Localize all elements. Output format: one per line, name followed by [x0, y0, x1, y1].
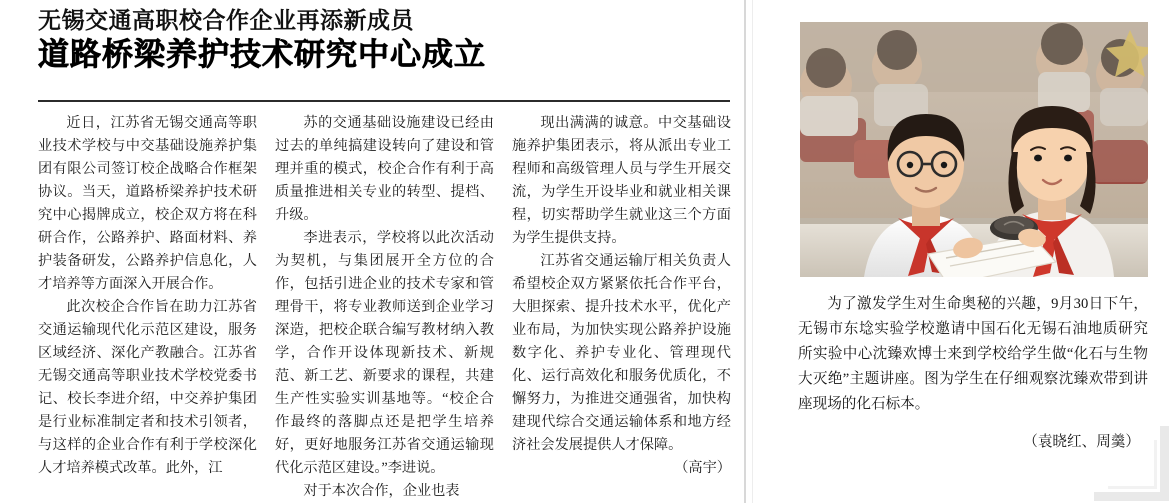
paragraph: 此次校企合作旨在助力江苏省交通运输现代化示范区建设，服务区域经济、深化产教融合。江苏省无锡交通高等职业技术学校党委书记、校长李进介绍，中交养护集团是行业标准制定者和技术引领者，与这样的企业合作有利于学校深化人才培养模式改革。此外，江 [38, 299, 257, 476]
paragraph: 现出满满的诚意。中交基础设施养护集团表示，将从派出专业工程师和高级管理人员与学生开展交流，为学生开设毕业和就业相关课程，切实帮助学生就业这三个方面为学生提供支持。 [512, 115, 731, 246]
article-columns [38, 112, 732, 503]
paragraph: 对于本次合作，企业也表 [303, 483, 460, 499]
paragraph: 近日，江苏省无锡交通高等职业技术学校与中交基础设施养护集团有限公司签订校企战略合作框架协议。当天，道路桥梁养护技术研究中心揭牌成立，校企双方将在科研合作，公路养护、路面材料、养护装备研发，公路养护信息化，人才培养等方面深入开展合作。 [38, 115, 257, 292]
article-byline: （高宇） [674, 460, 731, 476]
page-corner-decoration-inner [1108, 440, 1157, 489]
photo-byline: （袁晓红、周羹） [1023, 434, 1140, 450]
article-column-3 [512, 112, 731, 503]
photo-artwork [800, 22, 1148, 277]
paragraph: 李进表示，学校将以此次活动为契机，与集团展开全方位的合作，包括引进企业的技术专家和管理骨干，将专业教师送到企业学习深造，把校企联合编写教材纳入教学，合作开设体现新技术、新规范、新工艺、新要求的课程，共建生产性实验实训基地等。“校企合作最终的落脚点还是把学生培养好，更好地服务江苏省交通运输现代化示范区建设。”李进说。 [275, 230, 494, 476]
column-divider [744, 0, 746, 503]
photo-caption [798, 292, 1148, 417]
headline-title: 道路桥梁养护技术研究中心成立 [38, 37, 486, 74]
photo-students-fossil [800, 22, 1148, 277]
article-column-2 [275, 112, 494, 503]
paragraph: 江苏省交通运输厅相关负责人希望校企双方紧紧依托合作平台，大胆探索、提升技术水平，优化产业布局，为加快实现公路养护设施数字化、养护专业化、管理现代化、运行高效化和服务优质化，不懈努力，为推进交通强省，加快构建现代综合交通运输体系和地方经济社会发展提供人才保障。 [512, 253, 731, 453]
column-divider-secondary [752, 0, 753, 503]
paragraph: 苏的交通基础设施建设已经由过去的单纯搞建设转向了建设和管理并重的模式，校企合作有利于高质量推进相关专业的转型、提档、升级。 [275, 115, 494, 223]
headline-divider [38, 100, 730, 102]
article-block [30, 8, 731, 499]
caption-paragraph: 为了激发学生对生命奥秘的兴趣，9月30日下午，无锡市东埝实验学校邀请中国石化无锡石油地质研究所实验中心沈臻欢博士来到学校给学生做“化石与生物大灭绝”主题讲座。图为学生在仔细观察沈臻欢带到讲座现场的化石标本。 [798, 296, 1148, 413]
article-column-1 [38, 112, 257, 503]
headline-subtitle: 无锡交通高职校合作企业再添新成员 [38, 8, 414, 34]
